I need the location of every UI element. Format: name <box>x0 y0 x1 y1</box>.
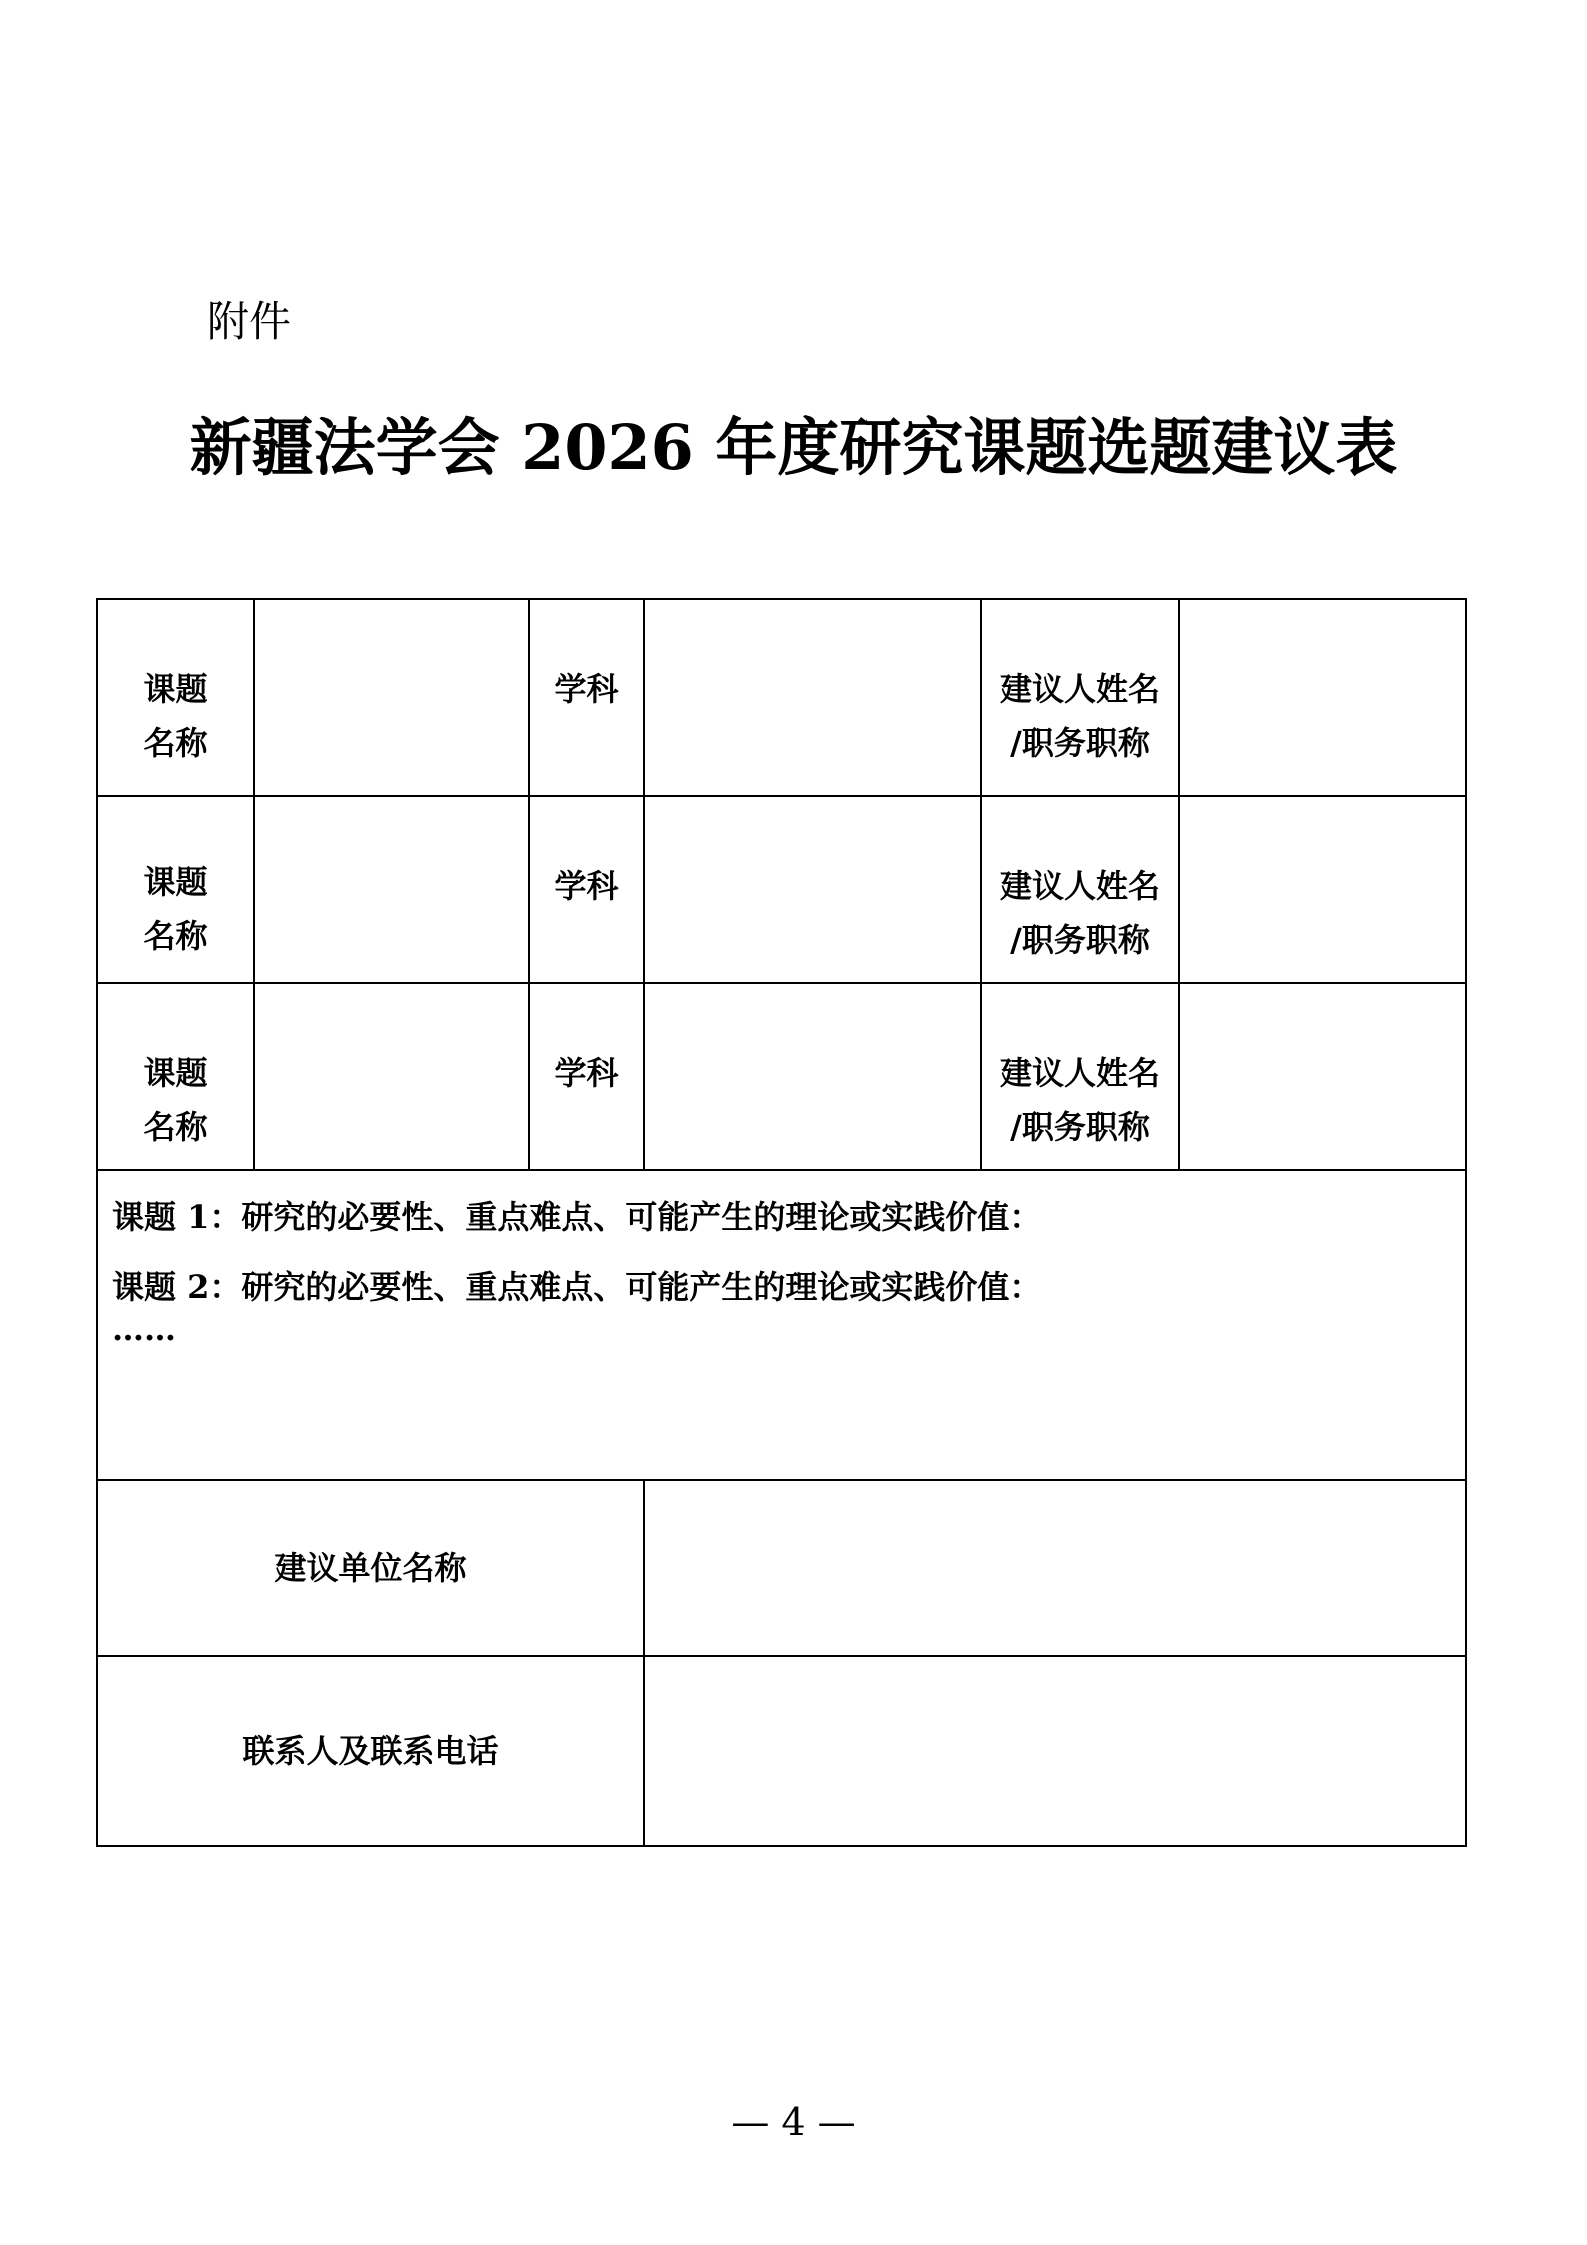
subject-field[interactable] <box>644 983 981 1170</box>
proposer-field[interactable] <box>1179 983 1466 1170</box>
org-name-label: 建议单位名称 <box>97 1480 644 1656</box>
proposer-label: 建议人姓名 /职务职称 <box>981 599 1179 796</box>
org-name-row <box>97 1480 1466 1656</box>
topic-name-field[interactable] <box>254 796 529 983</box>
description-field[interactable] <box>97 1170 1466 1480</box>
ellipsis: …… <box>112 1310 176 1348</box>
subject-label: 学科 <box>529 983 644 1170</box>
topic-row <box>97 983 1466 1170</box>
page-number: — 4 — <box>731 2100 856 2144</box>
subject-label: 学科 <box>529 599 644 796</box>
subject-field[interactable] <box>644 796 981 983</box>
subject-label: 学科 <box>529 796 644 983</box>
topic-name-field[interactable] <box>254 983 529 1170</box>
topic-1-description-label: 课题 1：研究的必要性、重点难点、可能产生的理论或实践价值： <box>112 1198 1042 1236</box>
proposer-field[interactable] <box>1179 796 1466 983</box>
topic-name-label: 课题 名称 <box>97 983 254 1170</box>
attachment-label: 附件 <box>207 297 292 346</box>
topic-name-label: 课题 名称 <box>97 599 254 796</box>
org-name-field[interactable] <box>644 1480 1466 1656</box>
topic-row <box>97 796 1466 983</box>
proposer-label: 建议人姓名 /职务职称 <box>981 796 1179 983</box>
contact-field[interactable] <box>644 1656 1466 1846</box>
description-row <box>97 1170 1466 1480</box>
subject-field[interactable] <box>644 599 981 796</box>
proposal-form-table <box>96 598 1467 1847</box>
proposer-field[interactable] <box>1179 599 1466 796</box>
document-title: 新疆法学会 2026 年度研究课题选题建议表 <box>189 411 1398 484</box>
topic-name-field[interactable] <box>254 599 529 796</box>
contact-label: 联系人及联系电话 <box>97 1656 644 1846</box>
topic-name-label: 课题 名称 <box>97 796 254 983</box>
topic-row <box>97 599 1466 796</box>
contact-row <box>97 1656 1466 1846</box>
topic-2-description-label: 课题 2：研究的必要性、重点难点、可能产生的理论或实践价值： <box>112 1268 1042 1306</box>
proposer-label: 建议人姓名 /职务职称 <box>981 983 1179 1170</box>
